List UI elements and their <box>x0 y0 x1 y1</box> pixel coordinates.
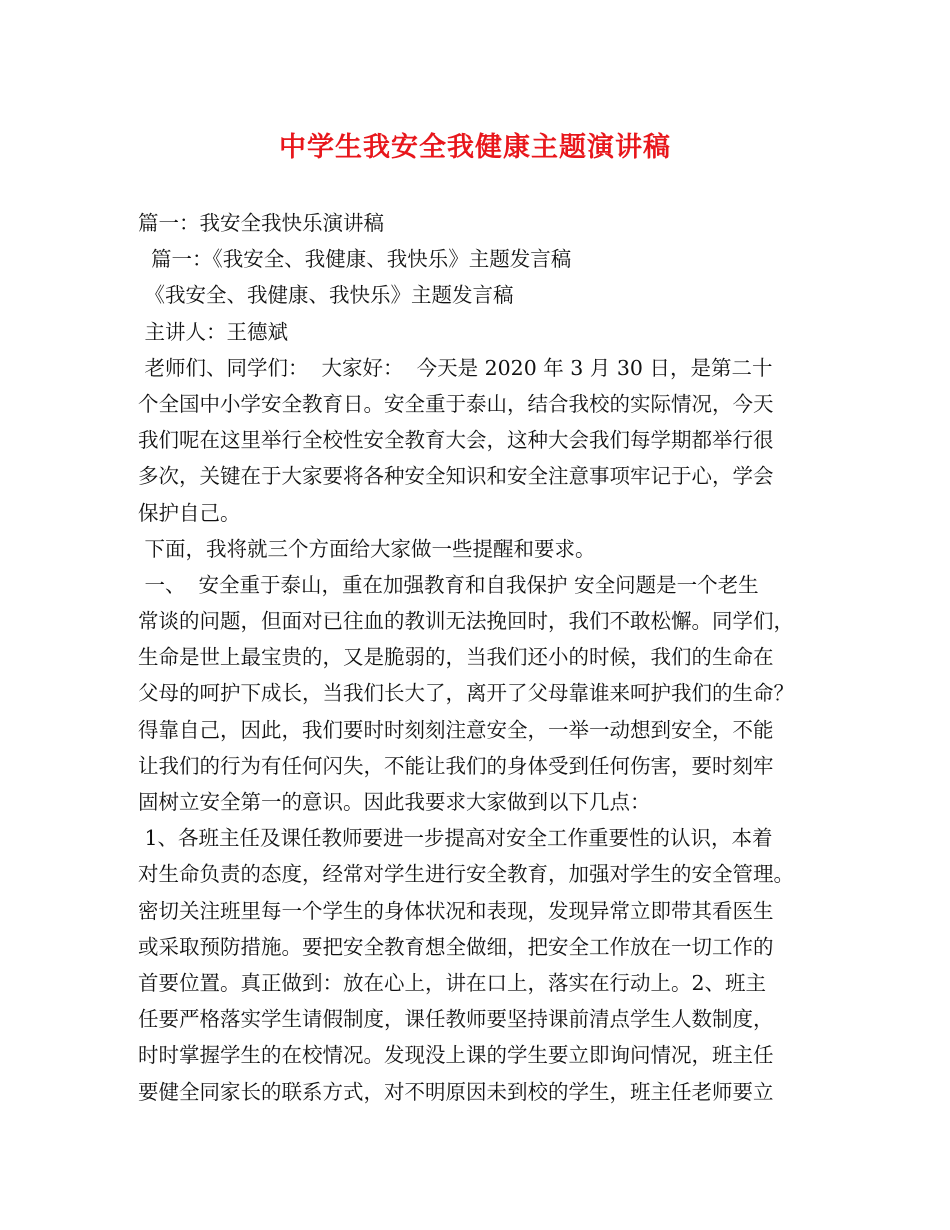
text-line: 密切关注班里每一个学生的身体状况和表现，发现异常立即带其看医生 <box>138 898 774 923</box>
text-line: 我们呢在这里举行全校性安全教育大会，这种大会我们每学期都举行很 <box>138 428 774 453</box>
text-line: 一、 安全重于泰山，重在加强教育和自我保护 安全问题是一个老生 <box>138 572 759 597</box>
text-line: 父母的呵护下成长，当我们长大了，离开了父母靠谁来呵护我们的生命？ <box>138 681 794 706</box>
text-line: 生命是世上最宝贵的，又是脆弱的，当我们还小的时候，我们的生命在 <box>138 645 774 670</box>
text-line: 时时掌握学生的在校情况。发现没上课的学生要立即询问情况，班主任 <box>138 1043 774 1068</box>
text-line: 篇一：《我安全、我健康、我快乐》主题发言稿 <box>138 247 572 272</box>
text-line: 篇一：我安全我快乐演讲稿 <box>138 211 384 235</box>
text-line: 固树立安全第一的意识。因此我要求大家做到以下几点： <box>138 790 651 814</box>
text-line: 多次，关键在于大家要将各种安全知识和安全注意事项牢记于心，学会 <box>138 464 774 489</box>
document-title: 中学生我安全我健康主题演讲稿 <box>279 132 671 163</box>
text-line: 下面，我将就三个方面给大家做一些提醒和要求。 <box>138 536 596 561</box>
text-line: 任要严格落实学生请假制度，课任教师要坚持课前清点学生人数制度， <box>138 1007 774 1032</box>
text-line: 1、各班主任及课任教师要进一步提高对安全工作重要性的认识，本着 <box>138 826 773 851</box>
text-line: 主讲人：王德斌 <box>138 319 289 344</box>
text-line: 个全国中小学安全教育日。安全重于泰山，结合我校的实际情况，今天 <box>138 391 774 416</box>
text-line: 《我安全、我健康、我快乐》主题发言稿 <box>138 283 514 308</box>
text-line: 得靠自己，因此，我们要时时刻刻注意安全，一举一动想到安全，不能 <box>138 717 774 742</box>
text-line: 老师们、同学们： 大家好： 今天是 2020 年 3 月 30 日，是第二十 <box>138 355 773 380</box>
text-line: 常谈的问题，但面对已往血的教训无法挽回时，我们不敢松懈。同学们， <box>138 609 794 634</box>
text-line: 对生命负责的态度，经常对学生进行安全教育，加强对学生的安全管理。 <box>138 862 794 887</box>
document-body <box>138 205 828 1110</box>
text-line: 要健全同家长的联系方式，对不明原因未到校的学生，班主任老师要立 <box>138 1079 774 1104</box>
text-line: 首要位置。真正做到：放在心上，讲在口上，落实在行动上。2、班主 <box>138 970 767 995</box>
text-line: 或采取预防措施。要把安全教育想全做细，把安全工作放在一切工作的 <box>138 934 774 959</box>
text-line: 保护自己。 <box>138 500 241 525</box>
text-line: 让我们的行为有任何闪失，不能让我们的身体受到任何伤害，要时刻牢 <box>138 753 774 778</box>
